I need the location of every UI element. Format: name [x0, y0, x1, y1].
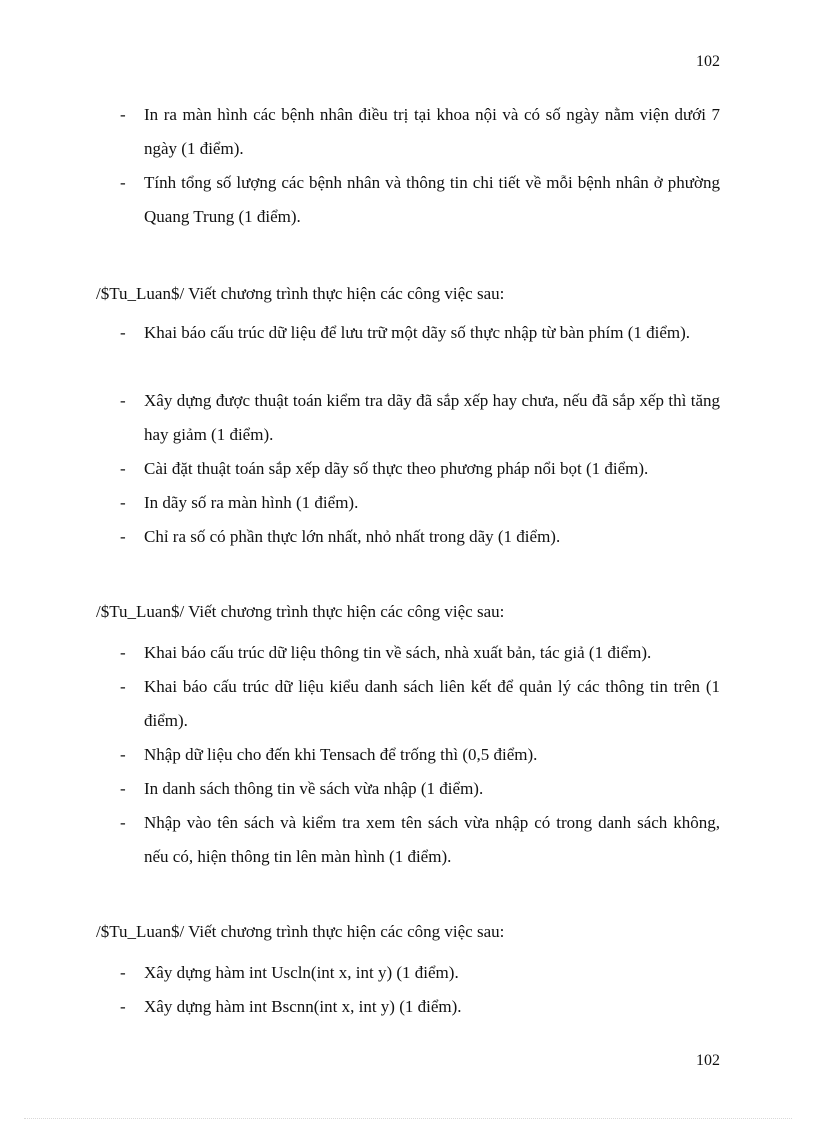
list-item-text: Chỉ ra số có phần thực lớn nhất, nhỏ nhất trong dãy (1 điểm).: [144, 527, 561, 546]
bullet-dash: -: [120, 459, 126, 478]
list-item: [120, 520, 720, 554]
list-item-text: Xây dựng hàm int Bscnn(int x, int y) (1 điểm).: [144, 997, 462, 1016]
bullet-dash: -: [120, 391, 126, 410]
list-item: [120, 772, 720, 806]
list-item-text: Nhập dữ liệu cho đến khi Tensach để trống thì (0,5 điểm).: [144, 745, 538, 764]
section-heading: /$Tu_Luan$/ Viết chương trình thực hiện các công việc sau:: [96, 602, 505, 621]
list-item-text: Tính tổng số lượng các bệnh nhân và thông tin chi tiết về mỗi bệnh nhân ở phường Quang Trung (1 điểm).: [144, 173, 720, 226]
list-item-text: Xây dựng được thuật toán kiểm tra dãy đã sắp xếp hay chưa, nếu đã sắp xếp thì tăng hay giảm (1 điểm).: [144, 391, 720, 444]
list-item-text: In ra màn hình các bệnh nhân điều trị tại khoa nội và có số ngày nằm viện dưới 7 ngày (1 điểm).: [144, 105, 720, 158]
bullet-dash: -: [120, 997, 126, 1016]
page-number-top: 102: [696, 53, 720, 70]
list-item: [120, 636, 720, 670]
list-item: [120, 384, 720, 452]
list-item: [120, 990, 720, 1024]
list-item: [120, 956, 720, 990]
bullet-dash: -: [120, 813, 126, 832]
bullet-dash: -: [120, 527, 126, 546]
bullet-dash: -: [120, 745, 126, 764]
list-item: [120, 316, 720, 350]
list-item: [120, 486, 720, 520]
list-item-text: In dãy số ra màn hình (1 điểm).: [144, 493, 359, 512]
bullet-dash: -: [120, 643, 126, 662]
list-item-text: In danh sách thông tin về sách vừa nhập (1 điểm).: [144, 779, 484, 798]
list-item-text: Khai báo cấu trúc dữ liệu kiểu danh sách liên kết để quản lý các thông tin trên (1 điểm).: [144, 677, 720, 730]
list-item-text: Khai báo cấu trúc dữ liệu để lưu trữ một dãy số thực nhập từ bàn phím (1 điểm).: [144, 323, 691, 342]
section-heading: /$Tu_Luan$/ Viết chương trình thực hiện các công việc sau:: [96, 922, 505, 941]
list-item-text: Nhập vào tên sách và kiểm tra xem tên sách vừa nhập có trong danh sách không, nếu có, hiện thông tin lên màn hình (1 điểm).: [144, 813, 720, 866]
list-item: [120, 806, 720, 874]
list-item-text: Xây dựng hàm int Uscln(int x, int y) (1 điểm).: [144, 963, 459, 982]
bullet-dash: -: [120, 963, 126, 982]
list-item: [120, 738, 720, 772]
section-heading: /$Tu_Luan$/ Viết chương trình thực hiện các công việc sau:: [96, 284, 505, 303]
list-item: [120, 452, 720, 486]
list-item-text: Cài đặt thuật toán sắp xếp dãy số thực theo phương pháp nổi bọt (1 điểm).: [144, 459, 649, 478]
bullet-dash: -: [120, 323, 126, 342]
page-bottom-rule: [24, 1118, 792, 1119]
bullet-dash: -: [120, 173, 126, 192]
bullet-dash: -: [120, 779, 126, 798]
page-number-bottom: 102: [696, 1052, 720, 1069]
list-item: [120, 98, 720, 166]
list-item: [120, 670, 720, 738]
bullet-dash: -: [120, 493, 126, 512]
list-item: [120, 166, 720, 234]
bullet-dash: -: [120, 677, 126, 696]
list-item-text: Khai báo cấu trúc dữ liệu thông tin về sách, nhà xuất bản, tác giả (1 điểm).: [144, 643, 652, 662]
bullet-dash: -: [120, 105, 126, 124]
